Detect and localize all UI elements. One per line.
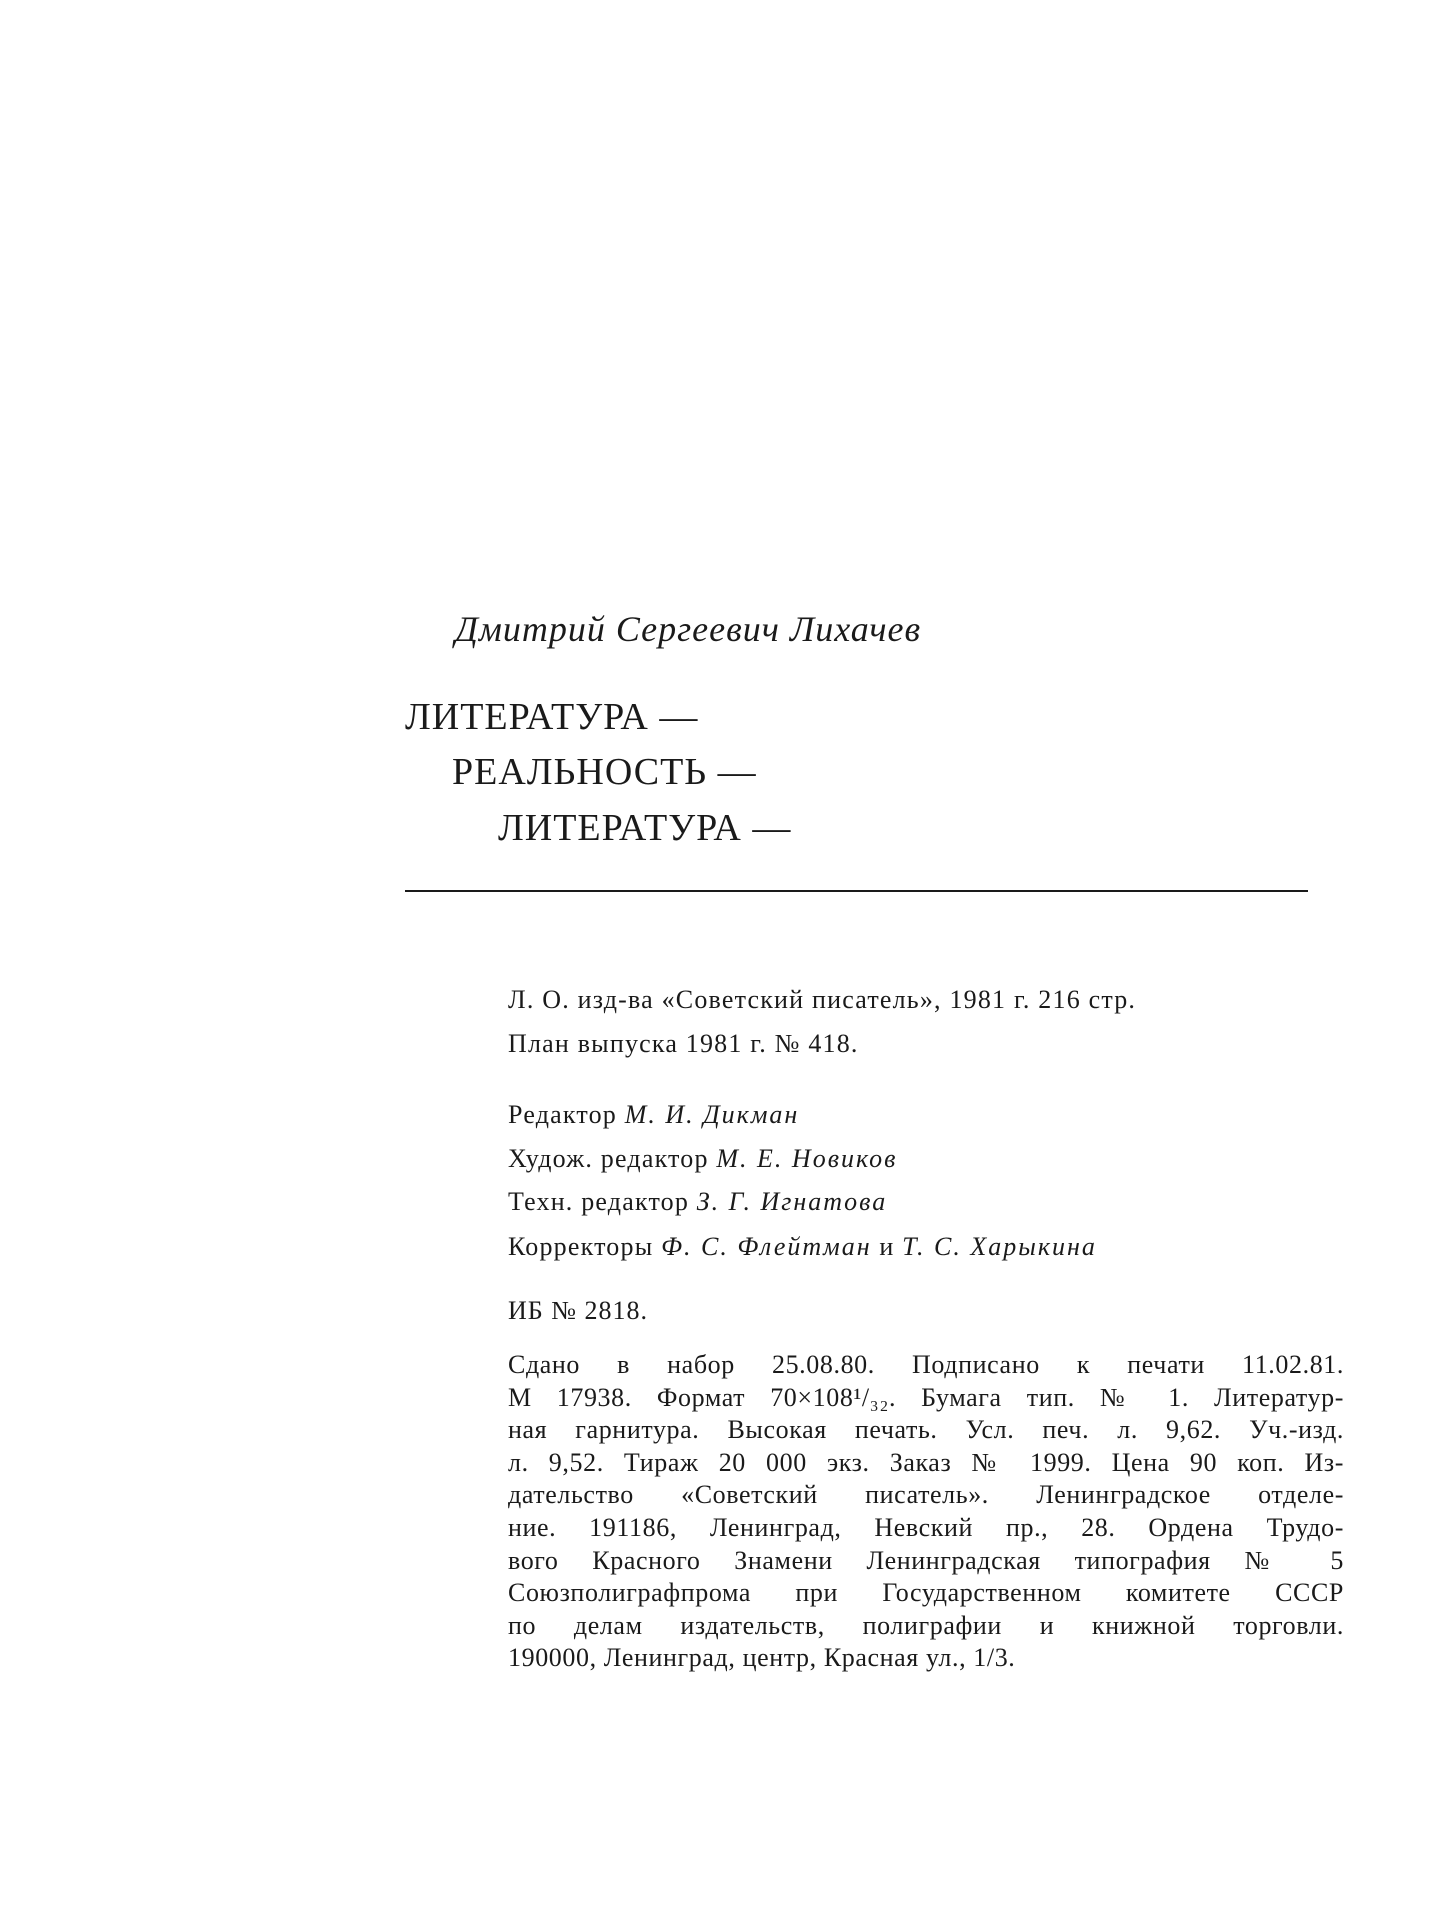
print-details-line: 190000, Ленинград, центр, Красная ул., 1/3. xyxy=(508,1643,1016,1673)
horizontal-divider xyxy=(405,890,1308,892)
proofreader-1-name: Ф. С. Флейтман xyxy=(661,1232,872,1261)
author-name: Дмитрий Сергеевич Лихачев xyxy=(455,609,922,649)
print-details-line: Союзполиграфпрома при Государственном комитете СССР xyxy=(508,1578,1344,1608)
print-details-line: вого Красного Знамени Ленинградская типография № 5 xyxy=(508,1545,1344,1575)
tech-editor-label: Техн. редактор xyxy=(508,1187,690,1216)
tech-editor-name: З. Г. Игнатова xyxy=(696,1187,888,1216)
title-line-1: ЛИТЕРАТУРА — xyxy=(405,696,699,738)
publisher-imprint: Л. О. изд-ва «Советский писатель», 1981 г. 216 стр. xyxy=(508,985,1137,1014)
print-details-line: ние. 191186, Ленинград, Невский пр., 28. Ордена Трудо- xyxy=(508,1512,1344,1542)
tech-editor-credit xyxy=(508,1187,887,1217)
proofreader-2-name: Т. С. Харыкина xyxy=(902,1232,1097,1261)
ib-number: ИБ № 2818. xyxy=(508,1296,649,1325)
print-details-line: л. 9,52. Тираж 20 000 экз. Заказ № 1999. Цена 90 коп. Из- xyxy=(508,1447,1344,1477)
print-details-line: по делам издательств, полиграфии и книжной торговли. xyxy=(508,1610,1344,1640)
art-editor-name: М. Е. Новиков xyxy=(716,1144,898,1173)
print-details-line: М 17938. Формат 70×108¹/₃₂. Бумага тип. № 1. Литератур- xyxy=(508,1382,1344,1412)
proofreaders-label: Корректоры xyxy=(508,1232,654,1261)
proofreaders-conjunction: и xyxy=(879,1232,895,1261)
print-details xyxy=(508,1349,1344,1675)
title-line-2: РЕАЛЬНОСТЬ — xyxy=(452,751,757,793)
editor-credit xyxy=(508,1100,799,1130)
proofreaders-credit xyxy=(508,1232,1097,1262)
editor-name: М. И. Дикман xyxy=(624,1100,800,1129)
print-details-line: ная гарнитура. Высокая печать. Усл. печ. л. 9,62. Уч.-изд. xyxy=(508,1415,1344,1445)
art-editor-credit xyxy=(508,1144,897,1174)
art-editor-label: Худож. редактор xyxy=(508,1144,709,1173)
print-details-line: дательство «Советский писатель». Ленинградское отделе- xyxy=(508,1480,1344,1510)
print-details-line: Сдано в набор 25.08.80. Подписано к печати 11.02.81. xyxy=(508,1350,1344,1379)
editor-label: Редактор xyxy=(508,1100,617,1129)
title-line-3: ЛИТЕРАТУРА — xyxy=(498,807,792,849)
release-plan: План выпуска 1981 г. № 418. xyxy=(508,1029,859,1058)
